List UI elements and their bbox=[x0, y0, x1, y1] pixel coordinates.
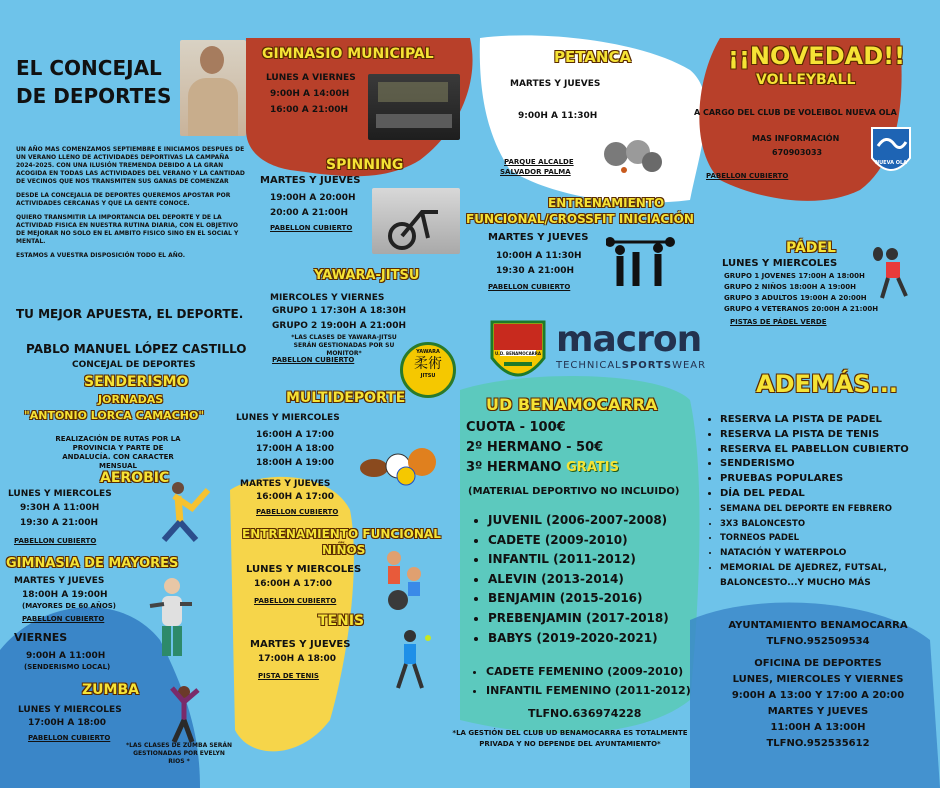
tenis-time: 17:00H A 18:00 bbox=[258, 654, 337, 664]
yawara-place: PABELLON CUBIERTO bbox=[272, 356, 355, 364]
zumba-days: LUNES Y MIERCOLES bbox=[18, 705, 122, 715]
ademas-title: ADEMÁS... bbox=[756, 370, 898, 398]
petanca-place1: PARQUE ALCALDE bbox=[504, 158, 574, 166]
gym-photo bbox=[368, 74, 460, 140]
yawara-logo bbox=[400, 342, 456, 398]
crossfit-title1: ENTRENAMIENTO bbox=[548, 196, 665, 210]
tennis-player-icon bbox=[388, 628, 432, 690]
yawara-logo-glyph: 柔術 bbox=[414, 356, 442, 372]
ademas-item: • RESERVA EL PABELLON CUBIERTO bbox=[720, 443, 940, 458]
padel-title: PÁDEL bbox=[786, 240, 836, 256]
mayores-time2: 9:00H A 11:00H bbox=[26, 651, 106, 661]
yawara-title: YAWARA-JITSU bbox=[314, 268, 420, 283]
intro-title-line1: EL CONCEJAL bbox=[16, 56, 162, 80]
petanca-title: PETANCA bbox=[554, 48, 632, 66]
funcional-ninos-title2: NIÑOS bbox=[322, 543, 366, 557]
ademas-item: • NATACIÓN Y WATERPOLO bbox=[720, 546, 940, 561]
padel-player-icon bbox=[872, 244, 916, 300]
senderismo-sub2: "ANTONIO LORCA CAMACHO" bbox=[24, 409, 205, 422]
ud-title: UD BENAMOCARRA bbox=[486, 395, 658, 414]
mayores-days2: VIERNES bbox=[14, 631, 68, 644]
intro-p3: QUIERO TRANSMITIR LA IMPORTANCIA DEL DEPORTE Y DE LA ACTIVIDAD FISICA EN NUESTRA RUTINA DIARIA, CON EL OBJETIVO DE MEJORAR NO SOLO EN EL AMBITO FISICO SINO EN EL SOCIAL Y MENTAL. bbox=[16, 214, 239, 245]
petanca-days: MARTES Y JUEVES bbox=[510, 79, 601, 89]
senderismo-title: SENDERISMO bbox=[84, 374, 189, 390]
mayores-days: MARTES Y JUEVES bbox=[14, 576, 105, 586]
contact-days1: LUNES, MIERCOLES Y VIERNES bbox=[732, 674, 904, 685]
ud-category: • INFANTIL (2011-2012) bbox=[488, 550, 669, 570]
intro-p1: UN AÑO MAS COMENZAMOS SEPTIEMBRE E INICIAMOS DESPUES DE UN VERANO LLENO DE ACTIVIDADES DEPORTIVAS LA CAMPAÑA 2024-2025. CON UNA ILUSIÓN TREMENDA DEBIDO A LA GRAN ACOGIDA EN TODAS LAS ACTIVIDADES DEL VERANO Y LA CANTIDAD DE VECINOS QUE NOS TRANSMITEN SUS GANAS DE COMENZAR bbox=[16, 146, 245, 185]
ud-hermano3-label: 3º HERMANO bbox=[466, 460, 567, 475]
multideporte-days2: MARTES Y JUEVES bbox=[240, 479, 331, 489]
funcional-ninos-time: 16:00H A 17:00 bbox=[254, 579, 333, 589]
zumba-title: ZUMBA bbox=[82, 682, 139, 698]
petanca-place2: SALVADOR PALMA bbox=[500, 168, 571, 176]
contact-phone2: TLFNO.952535612 bbox=[766, 738, 870, 749]
intro-title-line2: DE DEPORTES bbox=[16, 84, 172, 108]
ud-category: • JUVENIL (2006-2007-2008) bbox=[488, 511, 669, 531]
padel-groups bbox=[724, 271, 878, 315]
gimnasio-days: LUNES A VIERNES bbox=[266, 73, 356, 83]
gimnasio-title: GIMNASIO MUNICIPAL bbox=[262, 46, 434, 62]
crossfit-athletes-icon bbox=[606, 236, 676, 290]
padel-group: GRUPO 3 ADULTOS 19:00H A 20:00H bbox=[724, 294, 867, 302]
macron-tagline-c: WEAR bbox=[672, 360, 707, 371]
gimnasio-time1: 9:00H A 14:00H bbox=[270, 89, 350, 99]
mayores-place: PABELLON CUBIERTO bbox=[22, 615, 105, 623]
ud-hermano3 bbox=[466, 460, 619, 475]
ademas-item: • DÍA DEL PEDAL bbox=[720, 487, 940, 502]
novedad-phone: 670903033 bbox=[772, 148, 823, 157]
elderly-exercise-icon bbox=[146, 576, 196, 660]
multideporte-days: LUNES Y MIERCOLES bbox=[236, 413, 340, 423]
multideporte-time2: 17:00H A 18:00 bbox=[256, 444, 335, 454]
mayores-note2: (SENDERISMO LOCAL) bbox=[24, 663, 111, 671]
zumba-note: *LAS CLASES DE ZUMBA SERÁN GESTIONADAS POR EVELYN RIOS * bbox=[125, 742, 233, 765]
yawara-note: *LAS CLASES DE YAWARA-JITSU SERÁN GESTIONADAS POR SU MONITOR* bbox=[291, 334, 397, 357]
padel-days: LUNES Y MIERCOLES bbox=[722, 258, 838, 269]
aerobic-time2: 19:30 A 21:00H bbox=[20, 518, 99, 528]
spinning-time1: 19:00H A 20:00H bbox=[270, 193, 356, 203]
contact-days2: MARTES Y JUEVES bbox=[767, 706, 869, 717]
ud-phone: TLFNO.636974228 bbox=[528, 707, 642, 720]
funcional-ninos-place: PABELLON CUBIERTO bbox=[254, 597, 337, 605]
macron-brand: macron bbox=[556, 319, 702, 360]
macron-logo bbox=[556, 320, 706, 371]
yawara-days: MIERCOLES Y VIERNES bbox=[270, 293, 385, 303]
ademas-item: • SEMANA DEL DEPORTE EN FEBRERO bbox=[720, 502, 940, 517]
novedad-title: ¡¡NOVEDAD!! bbox=[728, 42, 906, 70]
mayores-time1: 18:00H A 19:00H bbox=[22, 590, 108, 600]
gimnasio-time2: 16:00 A 21:00H bbox=[270, 105, 349, 115]
contact-office: OFICINA DE DEPORTES bbox=[754, 658, 882, 669]
balls-icon bbox=[358, 442, 442, 486]
ud-note: *LA GESTIÓN DEL CLUB UD BENAMOCARRA ES TOTALMENTE PRIVADA Y NO DEPENDE DEL AYUNTAMIENTO* bbox=[452, 729, 688, 748]
nueva-ola-logo bbox=[868, 124, 914, 182]
ud-material: (MATERIAL DEPORTIVO NO INCLUIDO) bbox=[468, 486, 680, 497]
intro-slogan: TU MEJOR APUESTA, EL DEPORTE. bbox=[16, 307, 244, 321]
padel-group: GRUPO 4 VETERANOS 20:00H A 21:00H bbox=[724, 305, 879, 313]
ademas-item: • TORNEOS PADEL bbox=[720, 531, 940, 546]
spinning-photo bbox=[372, 188, 460, 254]
crest-text: U.D. BENAMOCARRA bbox=[495, 351, 541, 356]
petanca-time: 9:00H A 11:30H bbox=[518, 111, 598, 121]
councillor-role: CONCEJAL DE DEPORTES bbox=[72, 360, 196, 370]
ademas-item: • SENDERISMO bbox=[720, 457, 940, 472]
ademas-item: • RESERVA LA PISTA DE TENIS bbox=[720, 428, 940, 443]
aerobic-title: AEROBIC bbox=[100, 470, 170, 486]
ud-category: • BENJAMIN (2015-2016) bbox=[488, 589, 669, 609]
aerobic-place: PABELLON CUBIERTO bbox=[14, 537, 97, 545]
multideporte-place: PABELLON CUBIERTO bbox=[256, 508, 339, 516]
ud-benamocarra-crest bbox=[488, 318, 548, 390]
ud-category: • ALEVIN (2013-2014) bbox=[488, 570, 669, 590]
ademas-item: • RESERVA LA PISTA DE PADEL bbox=[720, 413, 940, 428]
multideporte-title: MULTIDEPORTE bbox=[286, 390, 406, 406]
funcional-ninos-days: LUNES Y MIERCOLES bbox=[246, 564, 362, 575]
yawara-group1: GRUPO 1 17:30H A 18:30H bbox=[272, 306, 406, 316]
contact-hours2: 11:00H A 13:00H bbox=[770, 722, 866, 733]
yawara-logo-bottom: JITSU bbox=[420, 373, 436, 379]
multideporte-time1: 16:00H A 17:00 bbox=[256, 430, 335, 440]
crossfit-place: PABELLON CUBIERTO bbox=[488, 283, 571, 291]
councillor-photo bbox=[180, 40, 246, 136]
contact-block bbox=[700, 618, 936, 752]
mayores-title: GIMNASIA DE MAYORES bbox=[6, 556, 179, 571]
novedad-club: A CARGO DEL CLUB DE VOLEIBOL NUEVA OLA bbox=[694, 108, 897, 117]
novedad-info: MAS INFORMACIÓN bbox=[752, 134, 840, 143]
macron-tagline bbox=[556, 360, 706, 371]
aerobic-days: LUNES Y MIERCOLES bbox=[8, 489, 112, 499]
ud-hermano3-free: GRATIS bbox=[566, 460, 619, 475]
contact-hours1: 9:00H A 13:00 Y 17:00 A 20:00 bbox=[731, 690, 905, 701]
tenis-days: MARTES Y JUEVES bbox=[250, 639, 351, 650]
tenis-title: TENIS bbox=[318, 613, 365, 629]
contact-ayto: AYUNTAMIENTO BENAMOCARRA bbox=[728, 620, 908, 631]
spinning-place: PABELLON CUBIERTO bbox=[270, 224, 353, 232]
petanca-balls-icon bbox=[602, 132, 662, 174]
councillor-name: PABLO MANUEL LÓPEZ CASTILLO bbox=[26, 342, 247, 356]
contact-ayto-phone: TLFNO.952509534 bbox=[766, 636, 870, 647]
yawara-group2: GRUPO 2 19:00H A 21:00H bbox=[272, 321, 406, 331]
ud-category: • BABYS (2019-2020-2021) bbox=[488, 629, 669, 649]
ademas-item: • PRUEBAS POPULARES bbox=[720, 472, 940, 487]
crossfit-time2: 19:30 A 21:00H bbox=[496, 266, 575, 276]
novedad-place: PABELLON CUBIERTO bbox=[706, 172, 789, 180]
multideporte-time4: 16:00H A 17:00 bbox=[256, 492, 335, 502]
spinning-time2: 20:00 A 21:00H bbox=[270, 208, 349, 218]
senderismo-desc: REALIZACIÓN DE RUTAS POR LA PROVINCIA Y PARTE DE ANDALUCÍA. CON CARACTER MENSUAL bbox=[55, 435, 181, 470]
ud-female-category: • INFANTIL FEMENINO (2011-2012) bbox=[486, 681, 691, 700]
nueva-ola-text: NUEVA OLA bbox=[874, 160, 908, 166]
yawara-logo-top: YAWARA bbox=[416, 349, 440, 355]
zumba-time: 17:00H A 18:00 bbox=[28, 718, 107, 728]
aerobic-time1: 9:30H A 11:00H bbox=[20, 503, 100, 513]
padel-place: PISTAS DE PÁDEL VERDE bbox=[730, 318, 827, 326]
ademas-item: • MEMORIAL DE AJEDREZ, FUTSAL, BALONCESTO...Y MUCHO MÁS bbox=[720, 561, 940, 591]
senderismo-sub1: JORNADAS bbox=[98, 393, 164, 406]
macron-tagline-b: SPORTS bbox=[621, 360, 673, 371]
crossfit-title2: FUNCIONAL/CROSSFIT INICIACIÓN bbox=[466, 212, 694, 226]
spinning-days: MARTES Y JUEVES bbox=[260, 175, 361, 186]
crossfit-days: MARTES Y JUEVES bbox=[488, 232, 589, 243]
multideporte-time3: 18:00H A 19:00 bbox=[256, 458, 335, 468]
ud-category: • CADETE (2009-2010) bbox=[488, 531, 669, 551]
ud-hermano2: 2º HERMANO - 50€ bbox=[466, 440, 604, 455]
intro-p2: DESDE LA CONCEJALIA DE DEPORTES QUEREMOS APOSTAR POR ACTIVIDADES CERCANAS Y QUE LA GENTE CONOCE. bbox=[16, 192, 231, 207]
intro-title bbox=[16, 54, 176, 110]
intro-paragraphs bbox=[16, 146, 248, 260]
zumba-place: PABELLON CUBIERTO bbox=[28, 734, 111, 742]
ud-cuota: CUOTA - 100€ bbox=[466, 420, 566, 435]
intro-p4: ESTAMOS A VUESTRA DISPOSICIÓN TODO EL AÑO. bbox=[16, 252, 186, 259]
padel-group: GRUPO 1 JOVENES 17:00H A 18:00H bbox=[724, 272, 865, 280]
ademas-list bbox=[706, 413, 940, 591]
tenis-place: PISTA DE TENIS bbox=[258, 672, 319, 680]
novedad-sport: VOLLEYBALL bbox=[756, 72, 856, 88]
spinning-title: SPINNING bbox=[326, 157, 404, 173]
padel-group: GRUPO 2 NIÑOS 18:00H A 19:00H bbox=[724, 283, 856, 291]
aerobic-figure-icon bbox=[152, 478, 212, 544]
macron-tagline-a: TECHNICAL bbox=[556, 360, 622, 371]
crossfit-time1: 10:00H A 11:30H bbox=[496, 251, 582, 261]
ademas-item: • 3X3 BALONCESTO bbox=[720, 517, 940, 532]
ud-categories bbox=[474, 511, 669, 648]
ud-category: • PREBENJAMIN (2017-2018) bbox=[488, 609, 669, 629]
ud-female-categories bbox=[472, 662, 691, 700]
mayores-note: (MAYORES DE 60 AÑOS) bbox=[22, 602, 117, 610]
ud-female-category: • CADETE FEMENINO (2009-2010) bbox=[486, 662, 691, 681]
zumba-dancer-icon bbox=[162, 684, 206, 744]
funcional-ninos-title1: ENTRENAMIENTO FUNCIONAL bbox=[242, 527, 441, 541]
kids-training-icon bbox=[380, 548, 430, 612]
